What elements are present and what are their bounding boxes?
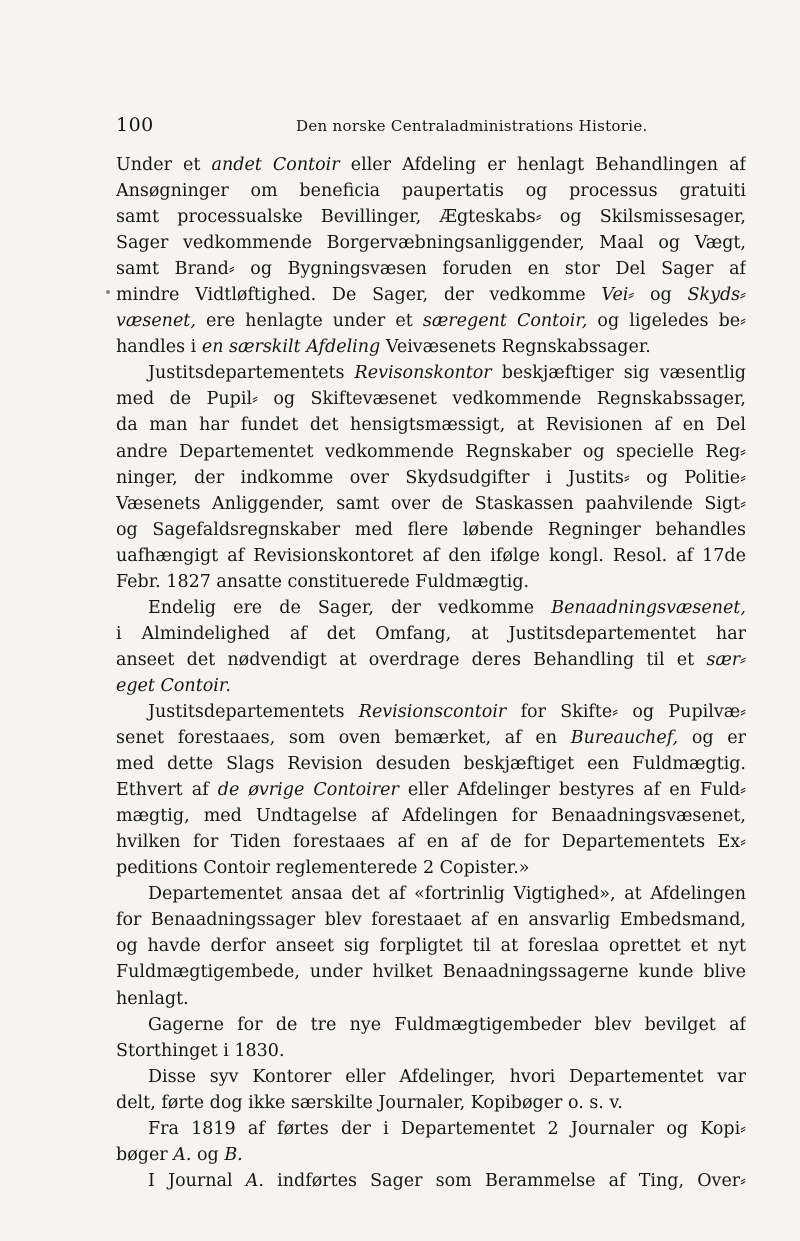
text-line xyxy=(116,855,746,881)
text-segment: mægtig, med Undtagelse af Afdelingen for Benaadningsvæsenet, xyxy=(116,806,746,827)
text-segment: og Sagefaldsregnskaber med flere løbende Regninger behandles xyxy=(116,519,746,540)
text-line xyxy=(116,1064,746,1090)
text-segment: Disse syv Kontorer eller Afdelinger, hvori Departementet var xyxy=(148,1066,746,1087)
text-segment: da man har fundet det hensigtsmæssigt, at Revisionen af en Del xyxy=(116,415,746,436)
text-line xyxy=(116,308,746,334)
text-segment: handles i xyxy=(116,337,202,358)
text-line xyxy=(116,230,746,256)
italic-text: A. xyxy=(245,1170,264,1191)
running-title: Den norske Centraladministrations Historie. xyxy=(296,117,648,135)
text-segment: ere henlagte under et xyxy=(195,311,423,332)
text-segment: ninger, der indkomme over Skydsudgifter i Justits⸗ og Politie⸗ xyxy=(116,467,746,488)
text-line xyxy=(116,360,746,386)
text-line xyxy=(116,386,746,412)
text-line xyxy=(116,673,746,699)
text-line xyxy=(116,178,746,204)
text-segment: henlagt. xyxy=(116,988,189,1009)
text-segment: uafhængigt af Revisionskontoret af den ifølge kongl. Resol. af 17de xyxy=(116,545,746,566)
text-segment: peditions Contoir reglementerede 2 Copister.» xyxy=(116,858,530,879)
text-segment: med de Pupil⸗ og Skiftevæsenet vedkommende Regnskabssager, xyxy=(116,389,746,410)
page-number: 100 xyxy=(116,114,154,136)
text-line xyxy=(116,959,746,985)
italic-text: andet Contoir xyxy=(211,155,340,175)
text-segment: i Almindelighed af det Omfang, at Justitsdepartementet har xyxy=(116,623,746,644)
italic-text: Skyds⸗ xyxy=(687,285,746,306)
text-line xyxy=(116,1142,746,1168)
text-line xyxy=(116,569,746,595)
text-line xyxy=(116,595,746,621)
italic-text: en særskilt Afdeling xyxy=(201,337,381,358)
text-segment: og xyxy=(191,1144,225,1165)
text-segment: bøger xyxy=(116,1144,174,1165)
text-line xyxy=(116,439,746,465)
text-line xyxy=(116,621,746,647)
text-segment: Justitsdepartementets xyxy=(148,701,359,722)
text-segment: med dette Slags Revision desuden beskjæftiget een Fuldmægtig. xyxy=(116,754,746,775)
text-segment: samt Brand⸗ og Bygningsvæsen foruden en stor Del Sager af xyxy=(116,259,746,280)
text-line xyxy=(116,647,746,673)
text-segment: Fuldmægtigembede, under hvilket Benaadningssagerne kunde blive xyxy=(116,962,746,983)
text-line xyxy=(116,412,746,438)
text-line xyxy=(116,282,746,308)
text-segment: for Skifte⸗ og Pupilvæ⸗ xyxy=(506,701,746,722)
text-segment: mindre Vidtløftighed. De Sager, der vedkomme xyxy=(116,285,602,306)
text-segment: eller Afdelinger bestyres af en Fuld⸗ xyxy=(398,780,746,801)
text-segment: Væsenets Anliggender, samt over de Staskassen paahvilende Sigt⸗ xyxy=(116,493,746,514)
text-segment: eller Afdeling er henlagt Behandlingen af xyxy=(339,155,746,175)
text-segment: anseet det nødvendigt at overdrage deres Behandling til et xyxy=(116,649,707,670)
text-segment: og xyxy=(634,285,688,306)
italic-text: B. xyxy=(224,1144,243,1165)
text-segment: Ethvert af xyxy=(116,780,218,801)
italic-text: Benaadningsvæsenet, xyxy=(551,597,746,618)
text-segment: Departementet ansaa det af «fortrinlig Vigtighed», at Afdelingen xyxy=(148,884,746,905)
italic-text: de øvrige Contoirer xyxy=(217,780,399,801)
page-header xyxy=(116,112,746,142)
text-segment: senet forestaaes, som oven bemærket, af en xyxy=(116,728,571,749)
text-segment: I Journal xyxy=(148,1170,246,1191)
italic-text: sær⸗ xyxy=(706,649,746,670)
text-line xyxy=(116,152,746,178)
text-segment: Ansøgninger om beneficia paupertatis og processus gratuiti xyxy=(116,181,746,202)
text-line xyxy=(116,933,746,959)
text-line xyxy=(116,1012,746,1038)
text-line xyxy=(116,803,746,829)
text-line xyxy=(116,465,746,491)
italic-text: Vei⸗ xyxy=(601,285,635,306)
italic-text: eget Contoir. xyxy=(116,675,231,696)
italic-text: A. xyxy=(173,1144,192,1165)
text-line xyxy=(116,777,746,803)
text-line xyxy=(116,204,746,230)
italic-text: væsenet, xyxy=(116,311,196,332)
text-segment: samt processualske Bevillinger, Ægteskabs⸗ og Skilsmissesager, xyxy=(116,207,746,228)
text-line xyxy=(116,986,746,1012)
text-segment: Under et xyxy=(116,155,212,175)
text-line xyxy=(116,907,746,933)
italic-text: Bureauchef, xyxy=(570,728,679,749)
text-line xyxy=(116,517,746,543)
text-segment: Fra 1819 af førtes der i Departementet 2 Journaler og Kopi⸗ xyxy=(148,1118,746,1139)
text-segment: Endelig ere de Sager, der vedkomme xyxy=(148,597,552,618)
text-line xyxy=(116,1038,746,1064)
text-line xyxy=(116,334,746,360)
text-segment: for Benaadningssager blev forestaaet af en ansvarlig Embedsmand, xyxy=(116,910,746,931)
text-line xyxy=(116,1168,746,1194)
text-segment: Febr. 1827 ansatte constituerede Fuldmægtig. xyxy=(116,571,530,592)
text-segment: Gagerne for de tre nye Fuldmægtigembeder blev bevilget af xyxy=(148,1014,746,1035)
text-segment: beskjæftiger sig væsentlig xyxy=(491,363,746,384)
text-line xyxy=(116,751,746,777)
margin-dot-mark xyxy=(106,290,110,294)
text-line xyxy=(116,1090,746,1116)
text-line xyxy=(116,256,746,282)
text-line xyxy=(116,829,746,855)
italic-text: Revisonskontor xyxy=(354,363,492,384)
text-segment: hvilken for Tiden forestaaes af en af de for Departementets Ex⸗ xyxy=(116,832,746,853)
body-text xyxy=(116,152,746,1194)
text-line xyxy=(116,543,746,569)
text-segment: delt, førte dog ikke særskilte Journaler, Kopibøger o. s. v. xyxy=(116,1092,623,1113)
text-segment: og ligeledes be⸗ xyxy=(587,311,746,332)
italic-text: Revisionscontoir xyxy=(358,701,507,722)
text-segment: Sager vedkommende Borgervæbningsanliggender, Maal og Vægt, xyxy=(116,233,746,254)
text-segment: Justitsdepartementets xyxy=(148,363,355,384)
text-segment: andre Departementet vedkommende Regnskaber og specielle Reg⸗ xyxy=(116,441,746,462)
text-line xyxy=(116,725,746,751)
text-segment: Veivæsenets Regnskabssager. xyxy=(380,337,651,358)
text-line xyxy=(116,881,746,907)
italic-text: særegent Contoir, xyxy=(422,311,588,332)
text-line xyxy=(116,491,746,517)
text-line xyxy=(116,699,746,725)
text-segment: Storthinget i 1830. xyxy=(116,1040,285,1061)
text-segment: og er xyxy=(678,728,746,749)
text-segment: og havde derfor anseet sig forpligtet til at foreslaa oprettet et nyt xyxy=(116,936,746,957)
text-line xyxy=(116,1116,746,1142)
text-segment: indførtes Sager som Berammelse af Ting, Over⸗ xyxy=(263,1170,746,1191)
